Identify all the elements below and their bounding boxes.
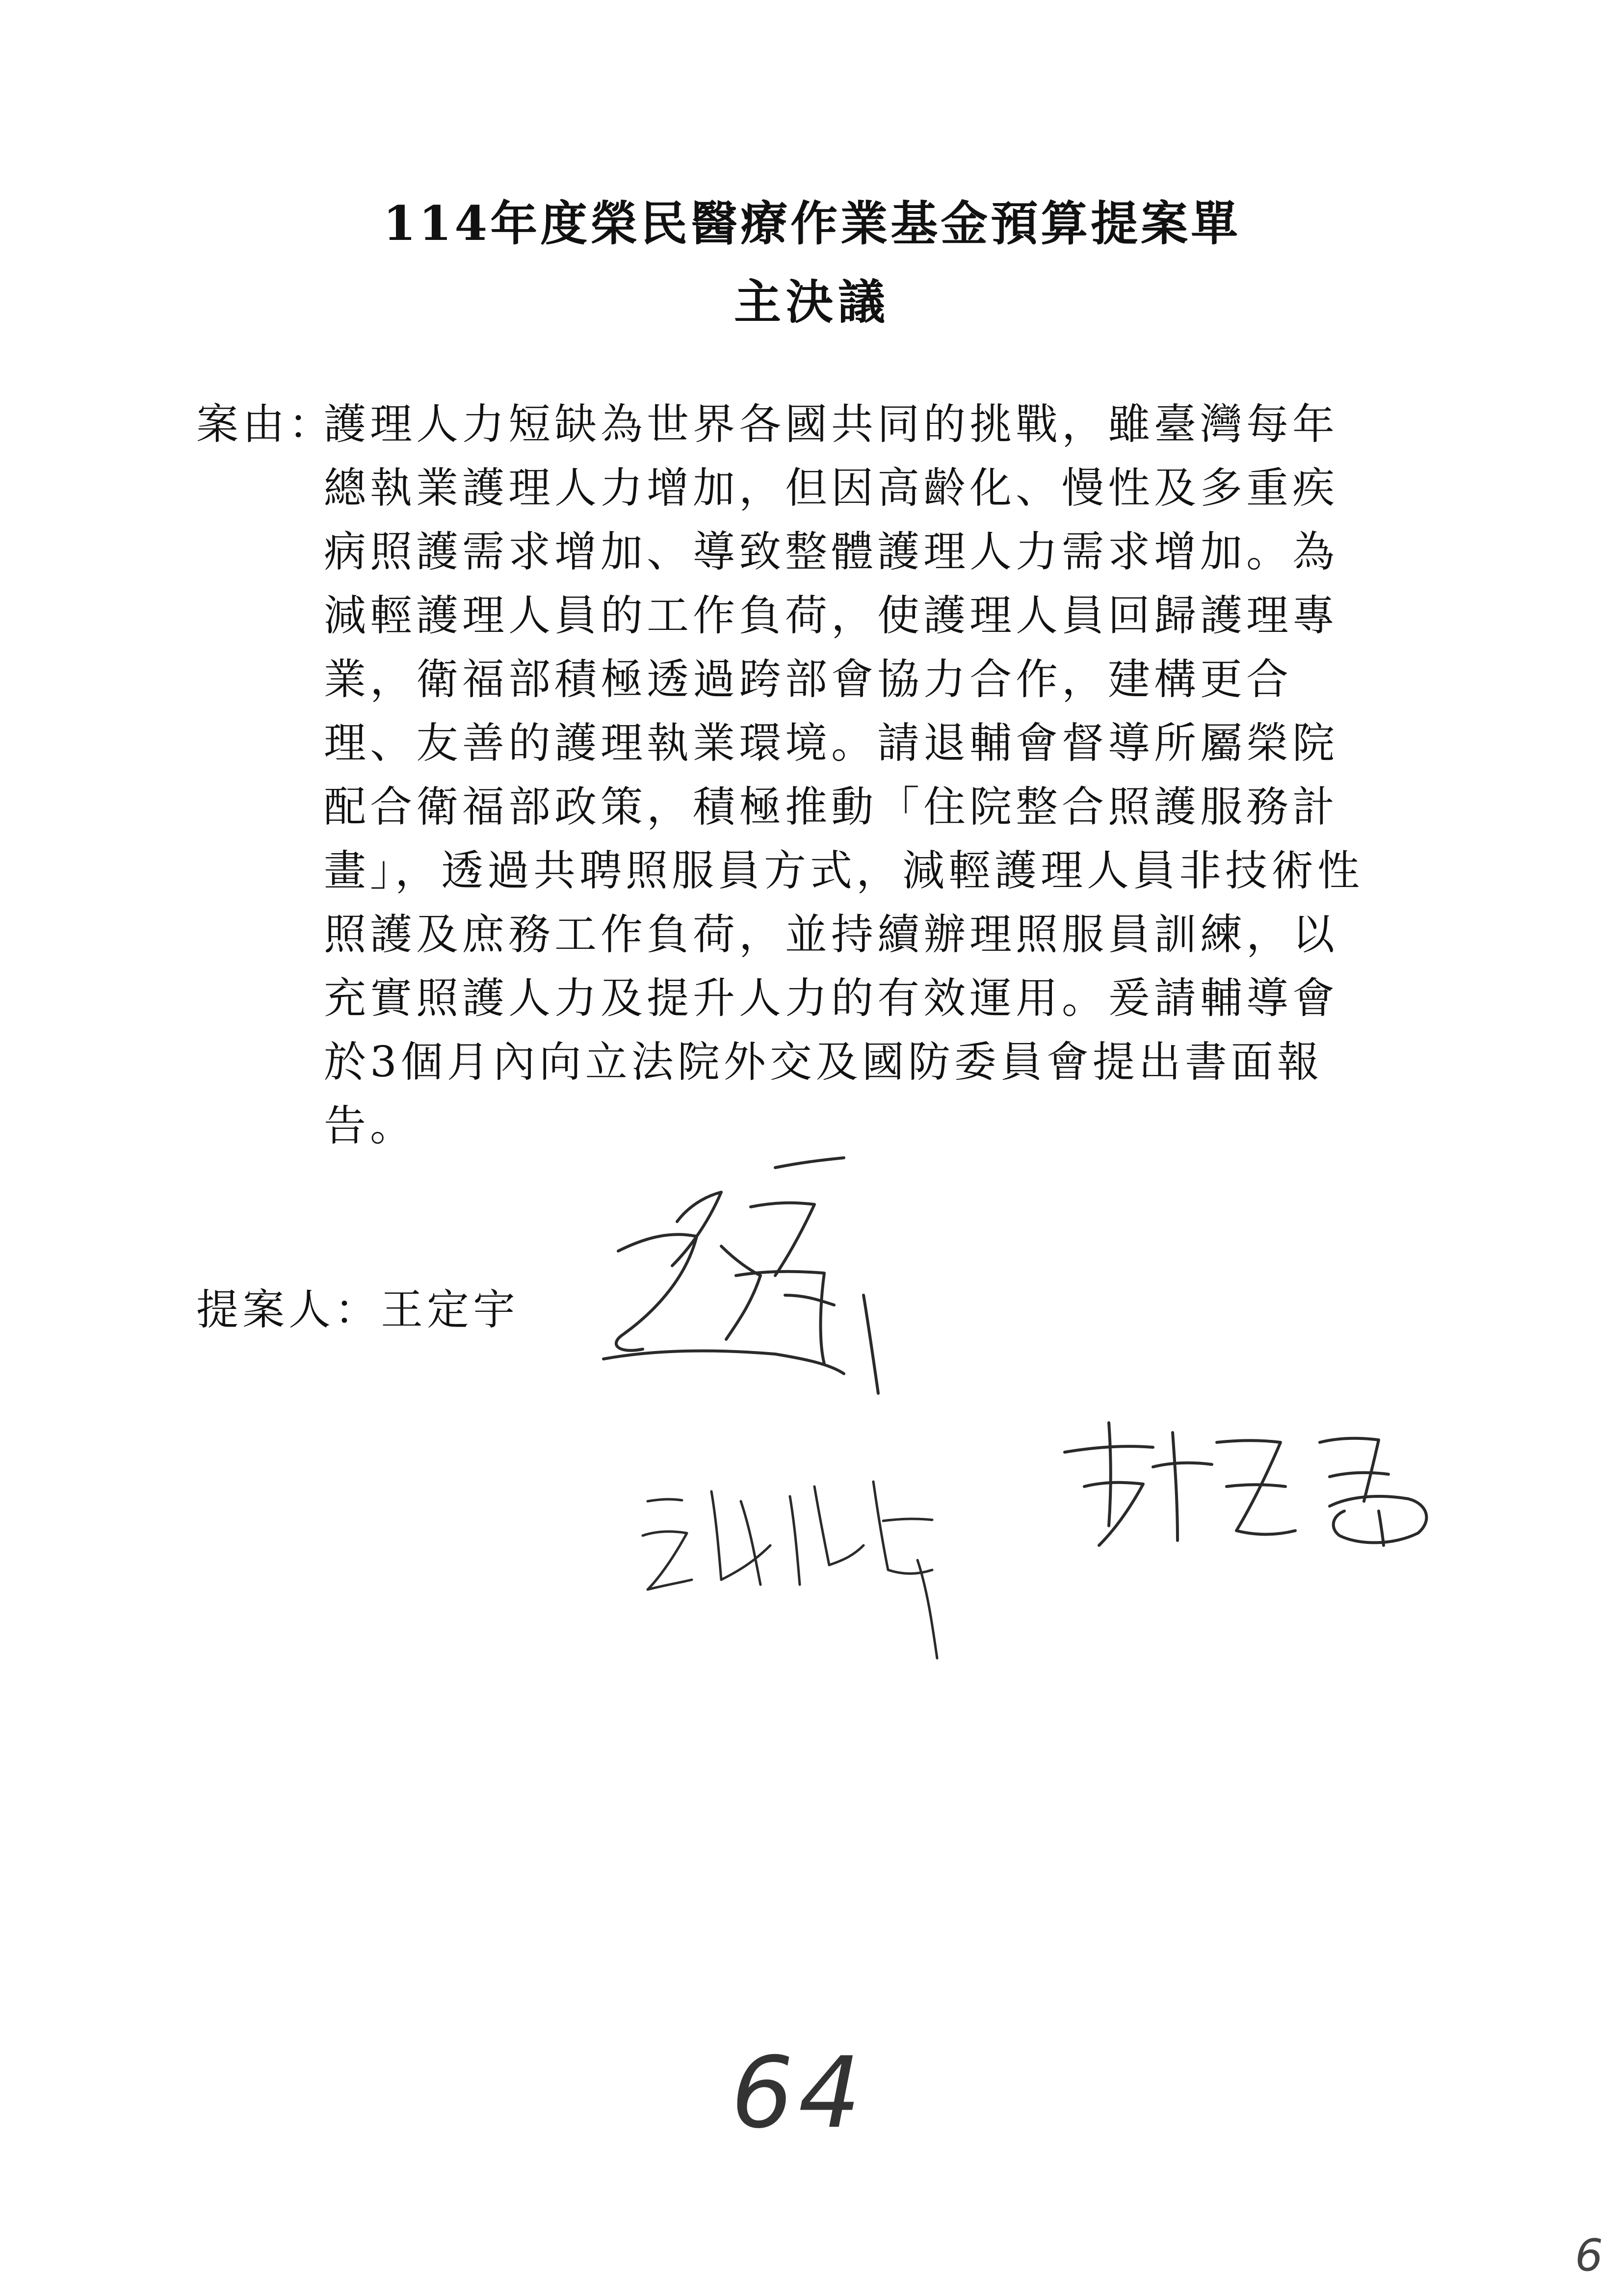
case-line: 告。 (324, 1101, 416, 1150)
signature-1 (589, 1148, 932, 1452)
case-line: 理、友善的護理執業環境。請退輔會督導所屬榮院 (324, 719, 1338, 768)
proposer-name: 王定宇 (381, 1285, 519, 1334)
case-line: 畫」，透過共聘照服員方式，減輕護理人員非技術性 (324, 846, 1363, 895)
signature-2 (628, 1462, 1001, 1688)
case-label: 案由： (196, 400, 335, 449)
case-line: 照護及庶務工作負荷，並持續辦理照服員訓練，以 (324, 910, 1338, 959)
case-line: 護理人力短缺為世界各國共同的挑戰，雖臺灣每年 (324, 400, 1338, 449)
signature-3 (1055, 1413, 1447, 1570)
proposer-line (196, 1276, 519, 1336)
case-body (324, 392, 1452, 1158)
case-line: 總執業護理人力增加，但因高齡化、慢性及多重疾 (324, 464, 1338, 513)
document-subtitle: 主決議 (734, 274, 890, 330)
proposer-label: 提案人： (196, 1285, 381, 1334)
case-line: 配合衛福部政策，積極推動「住院整合照護服務計 (324, 783, 1338, 832)
document-title: 114年度榮民醫療作業基金預算提案單 (383, 196, 1241, 251)
page-number: 64 (731, 2036, 866, 2150)
case-line: 減輕護理人員的工作負荷，使護理人員回歸護理專 (324, 591, 1338, 640)
case-line: 病照護需求增加、導致整體護理人力需求增加。為 (324, 527, 1338, 576)
case-line: 業，衛福部積極透過跨部會協力合作，建構更合 (324, 655, 1292, 704)
case-line: 充實照護人力及提升人力的有效運用。爰請輔導會 (324, 974, 1338, 1023)
corner-mark: 6 (1575, 2230, 1603, 2281)
case-line: 於3個月內向立法院外交及國防委員會提出書面報 (324, 1038, 1323, 1087)
